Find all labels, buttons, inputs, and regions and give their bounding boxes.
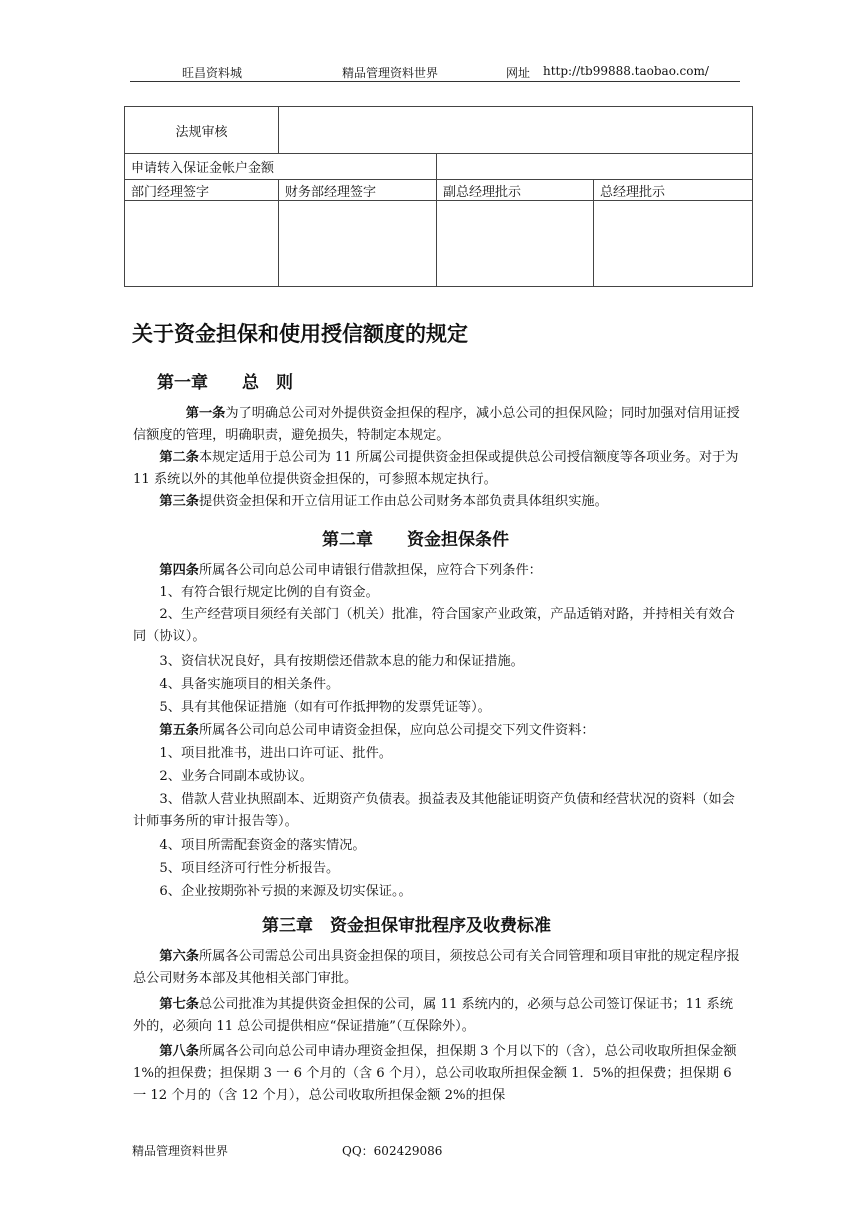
article-8-label: 第八条 bbox=[159, 1044, 199, 1059]
deputy-gm-approval-cell[interactable] bbox=[437, 201, 594, 287]
article-5-text: 所属各公司向总公司申请资金担保，应向总公司提交下列文件资料： bbox=[198, 723, 595, 738]
article-5-item-1: 1、项目批准书，进出口许可证、批件。 bbox=[159, 746, 392, 761]
legal-review-cell[interactable] bbox=[279, 107, 753, 154]
finance-manager-sign-label: 财务部经理签字 bbox=[279, 180, 437, 201]
article-1 bbox=[133, 403, 745, 447]
page-header bbox=[130, 64, 740, 82]
footer-qq: QQ：602429086 bbox=[342, 1144, 443, 1158]
article-2-text: 本规定适用于总公司为 11 所属公司提供资金担保或提供总公司授信额度等各项业务。对于为 11 系统以外的其他单位提供资金担保的，可参照本规定执行。 bbox=[133, 450, 739, 487]
article-5-item-3: 3、借款人营业执照副本、近期资产负债表。损益表及其他能证明资产负债和经营状况的资料（如会计师事务所的审计报告等）。 bbox=[133, 792, 735, 829]
article-4-item-2: 2、生产经营项目须经有关部门（机关）批准，符合国家产业政策，产品适销对路，并持相关有效合同（协议）。 bbox=[133, 607, 735, 644]
document-title: 关于资金担保和使用授信额度的规定 bbox=[132, 321, 468, 346]
article-5-label: 第五条 bbox=[159, 723, 199, 738]
article-5-item-5: 5、项目经济可行性分析报告。 bbox=[159, 861, 340, 876]
article-7 bbox=[133, 994, 745, 1038]
footer-site-name: 精品管理资料世界 bbox=[132, 1144, 229, 1158]
article-4-item-5: 5、具有其他保证措施（如有可作抵押物的发票凭证等）。 bbox=[159, 700, 491, 715]
article-3 bbox=[133, 491, 745, 513]
article-4 bbox=[133, 560, 745, 582]
dept-manager-sign-label: 部门经理签字 bbox=[125, 180, 279, 201]
article-6-label: 第六条 bbox=[159, 949, 199, 964]
chapter-1-heading: 第一章 总 则 bbox=[157, 373, 293, 393]
article-4-text: 所属各公司向总公司申请银行借款担保，应符合下列条件： bbox=[198, 563, 542, 578]
header-url-label: 网址 bbox=[506, 66, 531, 80]
article-5-item-2: 2、业务合同副本或协议。 bbox=[159, 769, 313, 784]
dept-manager-sign-cell[interactable] bbox=[125, 201, 279, 287]
legal-review-label: 法规审核 bbox=[125, 107, 279, 154]
article-2 bbox=[133, 447, 745, 491]
article-5-item-4: 4、项目所需配套资金的落实情况。 bbox=[159, 838, 366, 853]
chapter-2-heading: 第二章 资金担保条件 bbox=[322, 530, 509, 550]
finance-manager-sign-cell[interactable] bbox=[279, 201, 437, 287]
article-4-item-3: 3、资信状况良好，具有按期偿还借款本息的能力和保证措施。 bbox=[159, 654, 524, 669]
article-4-item-4: 4、具备实施项目的相关条件。 bbox=[159, 677, 340, 692]
article-5-item-6: 6、企业按期弥补亏损的来源及切实保证。。 bbox=[159, 884, 412, 899]
header-shop-name: 旺昌资料城 bbox=[182, 66, 243, 80]
transfer-amount-cell[interactable] bbox=[437, 154, 753, 180]
article-4-item-1: 1、有符合银行规定比例的自有资金。 bbox=[159, 585, 379, 600]
gm-approval-cell[interactable] bbox=[594, 201, 753, 287]
article-8 bbox=[133, 1041, 745, 1107]
article-3-label: 第三条 bbox=[159, 494, 199, 509]
approval-form-table bbox=[124, 106, 753, 287]
deputy-gm-approval-label: 副总经理批示 bbox=[437, 180, 594, 201]
article-3-text: 提供资金担保和开立信用证工作由总公司财务本部负责具体组织实施。 bbox=[198, 494, 608, 509]
article-6-text: 所属各公司需总公司出具资金担保的项目，须按总公司有关合同管理和项目审批的规定程序报总公司财务本部及其他相关部门审批。 bbox=[133, 949, 740, 986]
article-7-text: 总公司批准为其提供资金担保的公司，属 11 系统内的，必须与总公司签订保证书；11 系统外的，必须向 11 总公司提供相应“保证措施”（互保除外）。 bbox=[133, 997, 734, 1034]
article-4-label: 第四条 bbox=[159, 563, 199, 578]
header-site-name: 精品管理资料世界 bbox=[342, 66, 439, 80]
transfer-amount-label: 申请转入保证金帐户金额 bbox=[125, 154, 437, 180]
article-6 bbox=[133, 946, 745, 990]
article-7-label: 第七条 bbox=[159, 997, 199, 1012]
article-5 bbox=[133, 720, 745, 742]
header-url-link[interactable]: http://tb99888.taobao.com/ bbox=[543, 64, 709, 78]
chapter-3-heading: 第三章 资金担保审批程序及收费标准 bbox=[262, 916, 551, 936]
gm-approval-label: 总经理批示 bbox=[594, 180, 753, 201]
article-1-text: 为了明确总公司对外提供资金担保的程序，减小总公司的担保风险；同时加强对信用证授信额度的管理，明确职责，避免损失，特制定本规定。 bbox=[133, 406, 740, 443]
article-8-text: 所属各公司向总公司申请办理资金担保，担保期 3 个月以下的（含），总公司收取所担保金额 1%的担保费；担保期 3 一 6 个月的（含 6 个月），总公司收取所担保金额 1．5%的担保费；担保期 6 一 12 个月的（含 12 个月），总公司收取所担保金额 2%的担保 bbox=[133, 1044, 737, 1103]
article-2-label: 第二条 bbox=[159, 450, 199, 465]
article-1-label: 第一条 bbox=[185, 406, 226, 421]
